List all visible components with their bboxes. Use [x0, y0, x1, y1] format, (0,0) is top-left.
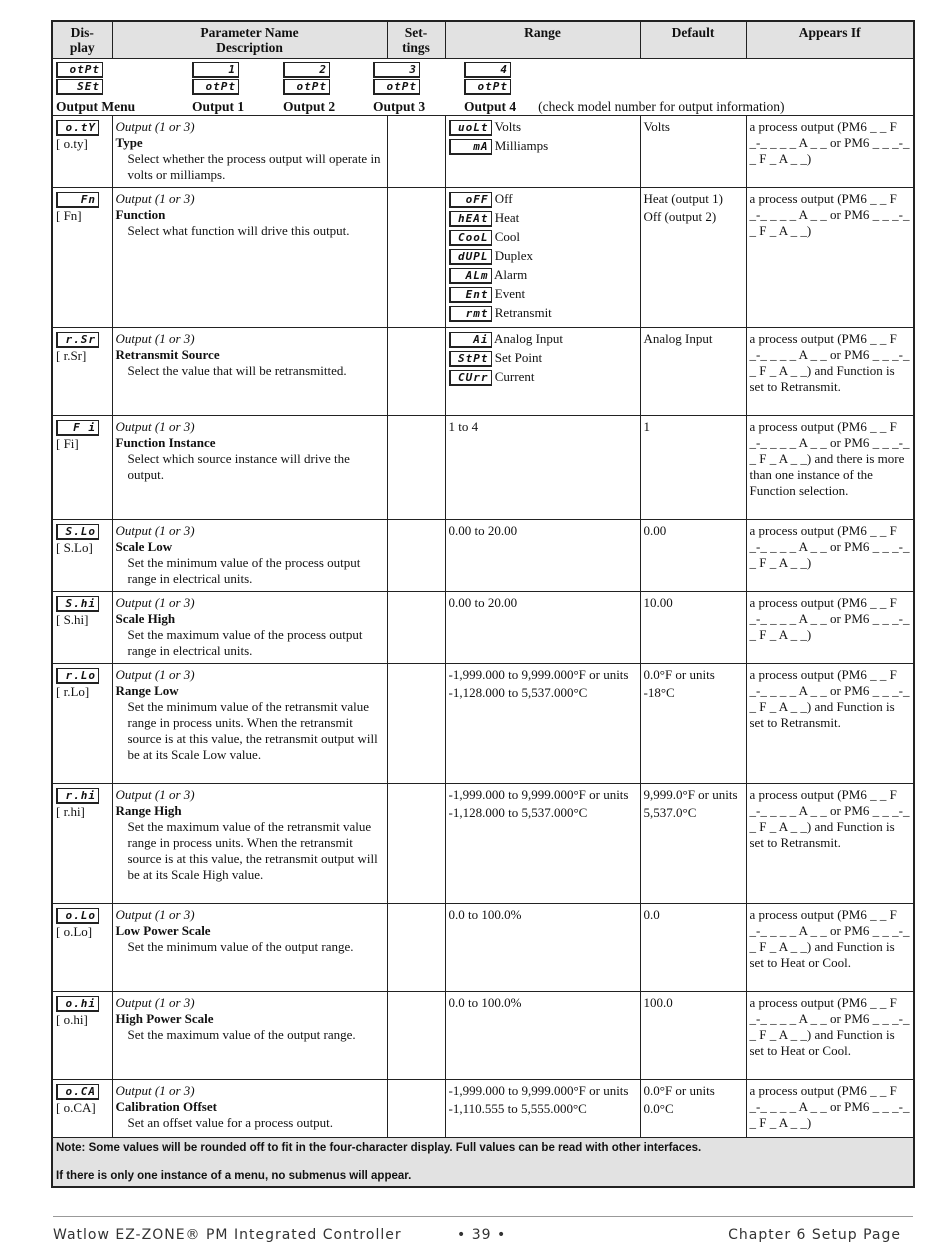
appears-if-text: a process output (PM6 _ _ F _-_ _ _ _ A _ _ or PM6 _ _ _-_ _ F _ A _ _) and Function is set to Heat or Cool. [749, 907, 910, 971]
display-cell [52, 992, 112, 1080]
range-cell [445, 904, 640, 992]
range-option [449, 210, 637, 227]
display-cell [52, 116, 112, 188]
appears-if-cell [746, 664, 914, 784]
range-text: Heat [494, 210, 520, 226]
lcd-display: 3 [373, 62, 420, 78]
range-option [449, 350, 637, 367]
appears-if-text: a process output (PM6 _ _ F _-_ _ _ _ A _ _ or PM6 _ _ _-_ _ F _ A _ _) [749, 191, 910, 238]
display-cell [52, 904, 112, 992]
lcd-display: StPt [449, 351, 492, 367]
settings-cell [387, 992, 445, 1080]
output-label: Output 3 [373, 99, 426, 114]
table-row [52, 784, 914, 904]
display-cell [52, 328, 112, 416]
range-option [449, 667, 637, 683]
default-value: 10.00 [643, 595, 673, 611]
range-text: Analog Input [494, 331, 564, 347]
lcd-display: hEAt [449, 211, 492, 227]
default-cell [640, 116, 746, 188]
appears-if-cell [746, 592, 914, 664]
appears-if-text: a process output (PM6 _ _ F _-_ _ _ _ A _ _ or PM6 _ _ _-_ _ F _ A _ _) and Function is set to Retransmit. [749, 787, 910, 851]
display-abbreviation: [ S.Lo] [56, 540, 93, 556]
parameter-scope: Output (1 or 3) [115, 419, 195, 435]
appears-if-cell [746, 784, 914, 904]
range-text: 1 to 4 [448, 419, 479, 435]
parameter-description: Set the minimum value of the process output range in electrical units. [127, 555, 361, 587]
parameter-description: Select whether the process output will operate in volts or milliamps. [127, 151, 381, 182]
lcd-display: S.Lo [56, 524, 99, 540]
lcd-display: mA [449, 139, 492, 155]
display-cell [52, 784, 112, 904]
header-settings: Set- tings [387, 21, 445, 59]
header-display: Dis- play [52, 21, 112, 59]
parameter-description: Set the maximum value of the retransmit value range in process units. When the retransmit source is at this value, the retransmit output will be at its Scale High value. [127, 819, 378, 883]
lcd-display: Ent [449, 287, 492, 303]
parameter-cell [112, 416, 387, 520]
range-text: -1,128.000 to 5,537.000°C [448, 685, 588, 701]
display-abbreviation: [ r.Sr] [56, 348, 87, 364]
lcd-display: Fn [56, 192, 99, 208]
settings-cell [387, 116, 445, 188]
parameter-cell [112, 188, 387, 328]
lcd-display: o.hi [56, 996, 99, 1012]
lcd-display: SEt [56, 79, 103, 95]
lcd-display: otPt [56, 62, 103, 78]
lcd-display: o.tY [56, 120, 99, 136]
range-text: Retransmit [494, 305, 552, 321]
range-text: 0.0 to 100.0% [448, 995, 522, 1011]
parameter-scope: Output (1 or 3) [115, 1083, 195, 1099]
output-label: Output 2 [283, 99, 336, 114]
parameter-name: Function Instance [115, 435, 216, 451]
appears-if-cell [746, 116, 914, 188]
display-abbreviation: [ o.Lo] [56, 924, 93, 940]
note-row [52, 1138, 914, 1188]
range-cell [445, 116, 640, 188]
parameter-description: Set the maximum value of the process output range in electrical units. [127, 627, 363, 659]
range-option [449, 419, 637, 435]
header-default: Default [640, 21, 746, 59]
parameter-cell [112, 1080, 387, 1138]
parameter-name: Retransmit Source [115, 347, 220, 363]
lcd-display: oFF [449, 192, 492, 208]
lcd-display: uoLt [449, 120, 492, 136]
header-range: Range [445, 21, 640, 59]
range-option [449, 787, 637, 803]
display-abbreviation: [ o.hi] [56, 1012, 88, 1028]
lcd-display: r.Sr [56, 332, 99, 348]
default-value: Off (output 2) [643, 209, 717, 224]
appears-if-cell [746, 1080, 914, 1138]
range-option [449, 523, 637, 539]
appears-if-cell [746, 416, 914, 520]
parameter-scope: Output (1 or 3) [115, 119, 195, 134]
display-abbreviation: [ Fn] [56, 208, 82, 224]
parameter-scope: Output (1 or 3) [115, 595, 195, 611]
default-cell [640, 592, 746, 664]
default-value: 0.00 [643, 523, 667, 539]
range-text: Current [494, 369, 535, 385]
range-option [449, 1083, 637, 1099]
range-text: Event [494, 286, 526, 302]
range-option [449, 331, 637, 348]
output-2-column [283, 62, 335, 115]
parameter-name: Scale High [115, 611, 176, 627]
output-menu-label: Output Menu [56, 99, 136, 114]
table-row [52, 116, 914, 188]
display-abbreviation: [ S.hi] [56, 612, 89, 628]
range-option [449, 119, 637, 136]
parameter-scope: Output (1 or 3) [115, 787, 195, 803]
appears-if-text: a process output (PM6 _ _ F _-_ _ _ _ A _ _ or PM6 _ _ _-_ _ F _ A _ _) [749, 595, 910, 643]
parameter-description: Set the minimum value of the output range. [127, 939, 354, 955]
default-value: 0.0°F or units [643, 667, 715, 683]
range-cell [445, 188, 640, 328]
parameter-name: Type [115, 135, 143, 150]
parameter-scope: Output (1 or 3) [115, 191, 195, 206]
parameter-name: High Power Scale [115, 1011, 214, 1027]
display-abbreviation: [ r.hi] [56, 804, 85, 820]
range-option [449, 685, 637, 701]
default-cell [640, 1080, 746, 1138]
page-footer [53, 1216, 913, 1243]
range-cell [445, 520, 640, 592]
range-option [449, 229, 637, 246]
appears-if-text: a process output (PM6 _ _ F _-_ _ _ _ A _ _ or PM6 _ _ _-_ _ F _ A _ _) [749, 1083, 910, 1131]
default-cell [640, 188, 746, 328]
display-cell [52, 592, 112, 664]
range-cell [445, 1080, 640, 1138]
footer-chapter: Chapter 6 Setup Page [728, 1227, 901, 1243]
settings-cell [387, 904, 445, 992]
lcd-display: ALm [449, 268, 492, 284]
default-value: 0.0 [643, 907, 660, 923]
range-option [449, 805, 637, 821]
range-option [449, 267, 637, 284]
settings-cell [387, 1080, 445, 1138]
output-4-column [464, 62, 784, 115]
default-value: Analog Input [643, 331, 713, 347]
model-note: (check model number for output information) [538, 99, 785, 114]
range-text: Volts [494, 119, 522, 134]
range-text: Duplex [494, 248, 534, 264]
range-option [449, 305, 637, 322]
range-option [449, 995, 637, 1011]
range-text: Cool [494, 229, 521, 245]
output-menu-cell [52, 59, 914, 116]
range-option [449, 595, 637, 611]
range-text: Off [494, 191, 513, 206]
default-value: 9,999.0°F or units [643, 787, 738, 803]
display-cell [52, 1080, 112, 1138]
range-option [449, 138, 637, 155]
range-text: -1,999.000 to 9,999.000°F or units [448, 1083, 629, 1099]
parameter-table-container [51, 20, 913, 1188]
settings-cell [387, 784, 445, 904]
note-submenus: If there is only one instance of a menu, no submenus will appear. [56, 1170, 412, 1183]
lcd-display: r.hi [56, 788, 99, 804]
appears-if-cell [746, 188, 914, 328]
parameter-description: Select what function will drive this output. [127, 223, 350, 238]
settings-cell [387, 664, 445, 784]
default-value: Volts [643, 119, 670, 134]
display-cell [52, 664, 112, 784]
default-cell [640, 328, 746, 416]
parameter-cell [112, 664, 387, 784]
settings-cell [387, 328, 445, 416]
table-row [52, 1080, 914, 1138]
table-row [52, 664, 914, 784]
appears-if-text: a process output (PM6 _ _ F _-_ _ _ _ A _ _ or PM6 _ _ _-_ _ F _ A _ _) and there is more than one instance of the Function selection. [749, 419, 910, 499]
display-abbreviation: [ r.Lo] [56, 684, 90, 700]
display-cell [52, 520, 112, 592]
display-abbreviation: [ Fi] [56, 436, 79, 452]
output-menu-column [56, 62, 135, 115]
output-1-column [192, 62, 244, 115]
range-option [449, 1101, 637, 1117]
parameter-scope: Output (1 or 3) [115, 667, 195, 683]
lcd-display: o.CA [56, 1084, 99, 1100]
parameter-name: Calibration Offset [115, 1099, 217, 1115]
range-text: Milliamps [494, 138, 549, 154]
default-value: 0.0°C [643, 1101, 674, 1117]
lcd-display: CooL [449, 230, 492, 246]
parameter-name: Function [115, 207, 166, 222]
default-cell [640, 520, 746, 592]
range-text: -1,110.555 to 5,555.000°C [448, 1101, 587, 1117]
range-cell [445, 592, 640, 664]
table-row [52, 520, 914, 592]
lcd-display: o.Lo [56, 908, 99, 924]
display-cell [52, 416, 112, 520]
range-option [449, 248, 637, 265]
parameter-scope: Output (1 or 3) [115, 995, 195, 1011]
range-option [449, 369, 637, 386]
table-row [52, 992, 914, 1080]
parameter-cell [112, 992, 387, 1080]
parameter-name: Scale Low [115, 539, 173, 555]
table-row [52, 592, 914, 664]
header-appears-if: Appears If [746, 21, 914, 59]
range-text: 0.00 to 20.00 [448, 595, 518, 611]
settings-cell [387, 592, 445, 664]
parameter-scope: Output (1 or 3) [115, 523, 195, 539]
parameter-scope: Output (1 or 3) [115, 907, 195, 923]
parameter-description: Set the maximum value of the output range. [127, 1027, 356, 1043]
appears-if-text: a process output (PM6 _ _ F _-_ _ _ _ A _ _ or PM6 _ _ _-_ _ F _ A _ _) and Function is set to Heat or Cool. [749, 995, 910, 1059]
lcd-display: rmt [449, 306, 492, 322]
table-row [52, 328, 914, 416]
range-text: Alarm [494, 267, 528, 283]
table-row [52, 188, 914, 328]
output-menu-row [52, 59, 914, 116]
default-cell [640, 784, 746, 904]
default-cell [640, 904, 746, 992]
default-value: 1 [643, 419, 650, 435]
lcd-display: r.Lo [56, 668, 99, 684]
table-header-row [52, 21, 914, 59]
lcd-display: CUrr [449, 370, 492, 386]
parameter-scope: Output (1 or 3) [115, 331, 195, 347]
default-value: -18°C [643, 685, 675, 701]
range-text: 0.00 to 20.00 [448, 523, 518, 539]
lcd-display: dUPL [449, 249, 492, 265]
parameter-description: Set an offset value for a process output. [127, 1115, 334, 1131]
footer-product: Watlow EZ-ZONE® PM Integrated Controller [53, 1227, 402, 1243]
default-cell [640, 992, 746, 1080]
header-parameter: Parameter Name Description [112, 21, 387, 59]
parameter-cell [112, 328, 387, 416]
lcd-display: 2 [283, 62, 330, 78]
output-label: Output 4 (check model number for output information) [464, 99, 785, 114]
settings-cell [387, 188, 445, 328]
table-row [52, 416, 914, 520]
parameter-description: Select which source instance will drive the output. [127, 451, 350, 483]
lcd-display: otPt [373, 79, 420, 95]
note-rounding: Note: Some values will be rounded off to fit in the four-character display. Full values can be read with other interfaces. [56, 1142, 702, 1155]
settings-cell [387, 520, 445, 592]
lcd-display: otPt [464, 79, 511, 95]
range-text: -1,999.000 to 9,999.000°F or units [448, 667, 629, 683]
appears-if-text: a process output (PM6 _ _ F _-_ _ _ _ A _ _ or PM6 _ _ _-_ _ F _ A _ _) and Function is set to Retransmit. [749, 667, 910, 731]
lcd-display: F i [56, 420, 99, 436]
appears-if-text: a process output (PM6 _ _ F _-_ _ _ _ A _ _ or PM6 _ _ _-_ _ F _ A _ _) [749, 119, 910, 166]
appears-if-cell [746, 904, 914, 992]
parameter-cell [112, 520, 387, 592]
parameter-cell [112, 116, 387, 188]
lcd-display: 1 [192, 62, 239, 78]
output-3-column [373, 62, 425, 115]
settings-cell [387, 416, 445, 520]
range-option [449, 191, 637, 208]
lcd-display: 4 [464, 62, 511, 78]
display-abbreviation: [ o.ty] [56, 136, 88, 152]
note-cell [52, 1138, 914, 1188]
range-cell [445, 416, 640, 520]
range-cell [445, 328, 640, 416]
lcd-display: Ai [449, 332, 492, 348]
parameter-name: Range High [115, 803, 182, 819]
range-text: -1,999.000 to 9,999.000°F or units [448, 787, 629, 803]
default-cell [640, 416, 746, 520]
output-label: Output 1 [192, 99, 245, 114]
appears-if-text: a process output (PM6 _ _ F _-_ _ _ _ A _ _ or PM6 _ _ _-_ _ F _ A _ _) [749, 523, 910, 571]
appears-if-cell [746, 992, 914, 1080]
parameter-description: Select the value that will be retransmitted. [127, 363, 347, 379]
parameter-name: Range Low [115, 683, 179, 699]
lcd-display: otPt [192, 79, 239, 95]
parameter-cell [112, 784, 387, 904]
default-value: 0.0°F or units [643, 1083, 715, 1099]
parameter-name: Low Power Scale [115, 923, 211, 939]
table-row [52, 904, 914, 992]
range-cell [445, 784, 640, 904]
range-text: 0.0 to 100.0% [448, 907, 522, 923]
parameter-description: Set the minimum value of the retransmit value range in process units. When the retransmit source is at this value, the retransmit output will be at its Scale Low value. [127, 699, 378, 763]
parameter-table [51, 20, 915, 1188]
display-cell [52, 188, 112, 328]
range-option [449, 907, 637, 923]
appears-if-text: a process output (PM6 _ _ F _-_ _ _ _ A _ _ or PM6 _ _ _-_ _ F _ A _ _) and Function is set to Retransmit. [749, 331, 910, 395]
default-value: Heat (output 1) [643, 191, 723, 206]
parameter-cell [112, 904, 387, 992]
parameter-cell [112, 592, 387, 664]
range-cell [445, 992, 640, 1080]
appears-if-cell [746, 328, 914, 416]
range-cell [445, 664, 640, 784]
range-option [449, 286, 637, 303]
lcd-display: otPt [283, 79, 330, 95]
default-value: 5,537.0°C [643, 805, 697, 821]
appears-if-cell [746, 520, 914, 592]
range-text: -1,128.000 to 5,537.000°C [448, 805, 588, 821]
default-value: 100.0 [643, 995, 673, 1011]
default-cell [640, 664, 746, 784]
range-text: Set Point [494, 350, 543, 366]
lcd-display: S.hi [56, 596, 99, 612]
display-abbreviation: [ o.CA] [56, 1100, 96, 1116]
footer-page-number: • 39 • [457, 1227, 507, 1243]
